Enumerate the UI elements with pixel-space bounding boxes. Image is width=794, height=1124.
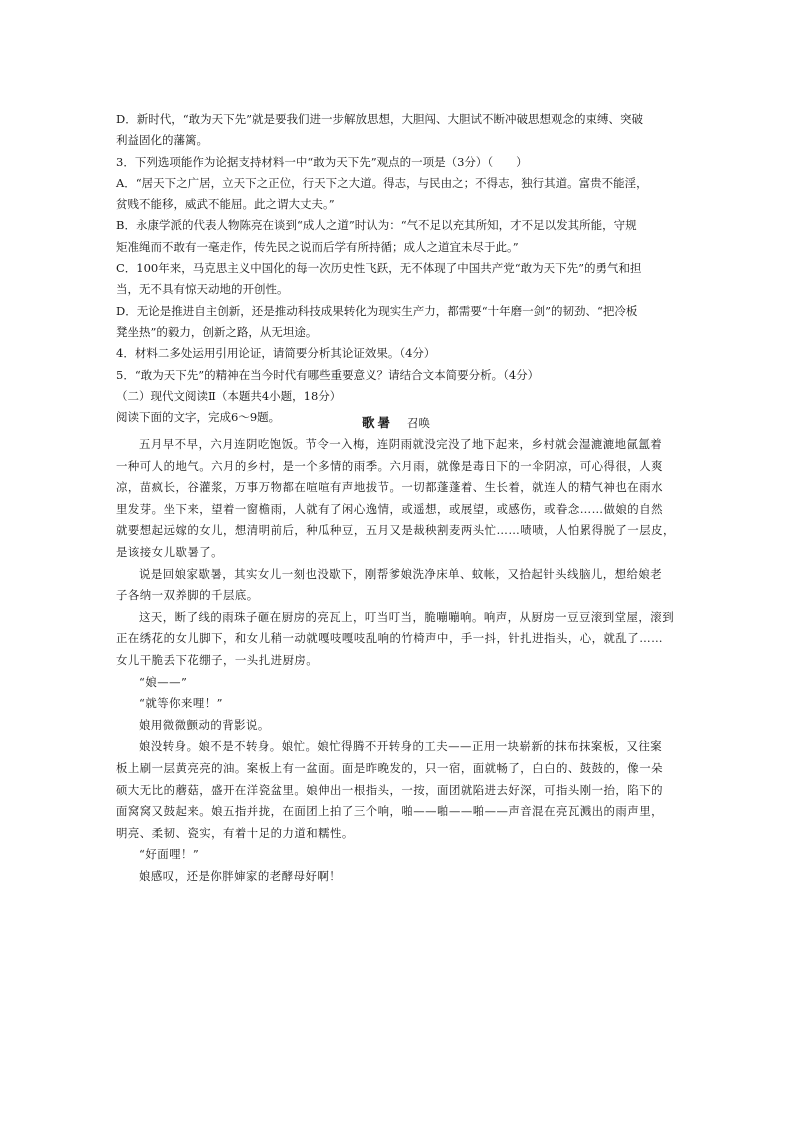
question-line: 贫贱不能移，威武不能屈。此之谓大丈夫。” <box>116 197 335 212</box>
story-line: 说是回娘家歇暑，其实女儿一刻也没歇下，刚帮爹娘洗净床单、蚊帐，又拾起针头线脑儿，想给娘老 <box>139 566 663 581</box>
question-line: C．100年来，马克思主义中国化的每一次历史性飞跃，无不体现了中国共产党“敢为天下先”的勇气和担 <box>116 261 642 276</box>
story-line: “娘——” <box>139 674 188 689</box>
question-line: 阅读下面的文字，完成6～9题。 <box>116 410 281 425</box>
story-heading <box>116 413 676 433</box>
question-line: 凳坐热”的毅力，创新之路，从无坦途。 <box>116 324 318 339</box>
story-line: “就等你来哩！” <box>139 696 223 711</box>
story-line: 硕大无比的蘑菇，盛开在洋瓷盆里。娘伸出一根指头，一按，面团就陷进去好深，可指头刚一抬，陷下的 <box>116 782 663 797</box>
story-title: 歌暑 <box>361 415 393 430</box>
question-line: 利益固化的藩篱。 <box>116 133 208 148</box>
story-line: 凉，苗疯长，谷灌浆，万事万物都在喧喧有声地拔节。一切都蓬蓬着、生长着，就连人的精气神也在雨水 <box>116 480 663 495</box>
question-line: 4．材料二多处运用引用论证，请简要分析其论证效果。（4分） <box>116 346 436 361</box>
question-block <box>116 109 676 428</box>
question-line: （二）现代文阅读Ⅱ（本题共4小题，18分） <box>116 388 342 403</box>
story-line: 女儿干脆丢下花绷子，一头扎进厨房。 <box>116 652 319 667</box>
story-line: “好面哩！” <box>139 847 200 862</box>
story-line: 娘用微微颤动的背影说。 <box>139 717 270 732</box>
question-line: D．新时代，“敢为天下先”就是要我们进一步解放思想，大胆闯、大胆试不断冲破思想观念的束缚、突破 <box>116 112 643 126</box>
question-line: 3．下列选项能作为论据支持材料一中“敢为天下先”观点的一项是（3分）（ ） <box>116 154 528 169</box>
story-line: 就要想起远嫁的女儿，想清明前后，种瓜种豆，五月又是裁秧割麦两头忙……啧啧，人怕累得脱了一层皮， <box>116 523 675 538</box>
question-line: 矩准绳而不敢有一毫走作，传先民之说而后学有所持循；成人之道宜未尽于此。” <box>116 239 519 254</box>
story-line: 明亮、柔韧、瓷实，有着十足的力道和糯性。 <box>116 825 354 840</box>
story-line: 一种可人的地气。六月的乡村，是一个多情的雨季。六月雨，就像是毒日下的一伞阴凉，可心得很，人爽 <box>116 458 663 473</box>
story-line: 板上刷一层黄亮亮的油。案板上有一盆面。面是昨晚发的，只一宿，面就畅了，白白的、鼓鼓的，像一朵 <box>116 760 663 775</box>
story-line: 里发芽。坐下来，望着一窗檐雨，人就有了闲心逸情，或遥想，或展望，或感伤，或眷念……做娘的自然 <box>116 501 663 516</box>
question-line: D．无论是推进自主创新，还是推动科技成果转化为现实生产力，都需要“十年磨一剑”的韧劲、“把冷板 <box>116 303 638 318</box>
story-line: 是该接女儿歇暑了。 <box>116 544 224 559</box>
story-line: 娘感叹，还是你胖婶家的老酵母好啊！ <box>139 868 342 883</box>
question-line: 5．“敢为天下先”的精神在当今时代有哪些重要意义？请结合文本简要分析。（4分） <box>116 367 540 382</box>
story-body <box>116 434 676 887</box>
story-line: 娘没转身。娘不是不转身。娘忙。娘忙得腾不开转身的工夫——正用一块崭新的抹布抹案板，又往案 <box>139 739 663 754</box>
question-line: A．“居天下之广居，立天下之正位，行天下之大道。得志，与民由之；不得志，独行其道。富贵不能淫， <box>116 175 648 190</box>
story-line: 五月早不早，六月连阴吃饱饭。节令一入梅，连阴雨就没完没了地下起来，乡村就会湿漉漉地氤氲着 <box>139 437 663 451</box>
story-line: 正在绣花的女儿脚下，和女儿稍一动就嘎吱嘎吱乱响的竹椅声中，手一抖，针扎进指头，心，就乱了…… <box>116 631 663 646</box>
question-line: B．永康学派的代表人物陈亮在谈到“成人之道”时认为：“气不足以充其所知，才不足以发其所能，守规 <box>116 218 637 233</box>
story-line: 子各纳一双养脚的千层底。 <box>116 588 259 603</box>
story-line: 面窝窝又鼓起来。娘五指并拢，在面团上拍了三个响，啪——啪——啪——声音混在亮瓦溅出的雨声里， <box>116 804 663 819</box>
story-author: 召唤 <box>407 416 430 430</box>
question-line: 当，无不具有惊天动地的开创性。 <box>116 282 289 297</box>
story-line: 这天，断了线的雨珠子砸在厨房的亮瓦上，叮当叮当，脆嘣嘣响。响声，从厨房一豆豆滚到堂屋，滚到 <box>139 609 675 624</box>
